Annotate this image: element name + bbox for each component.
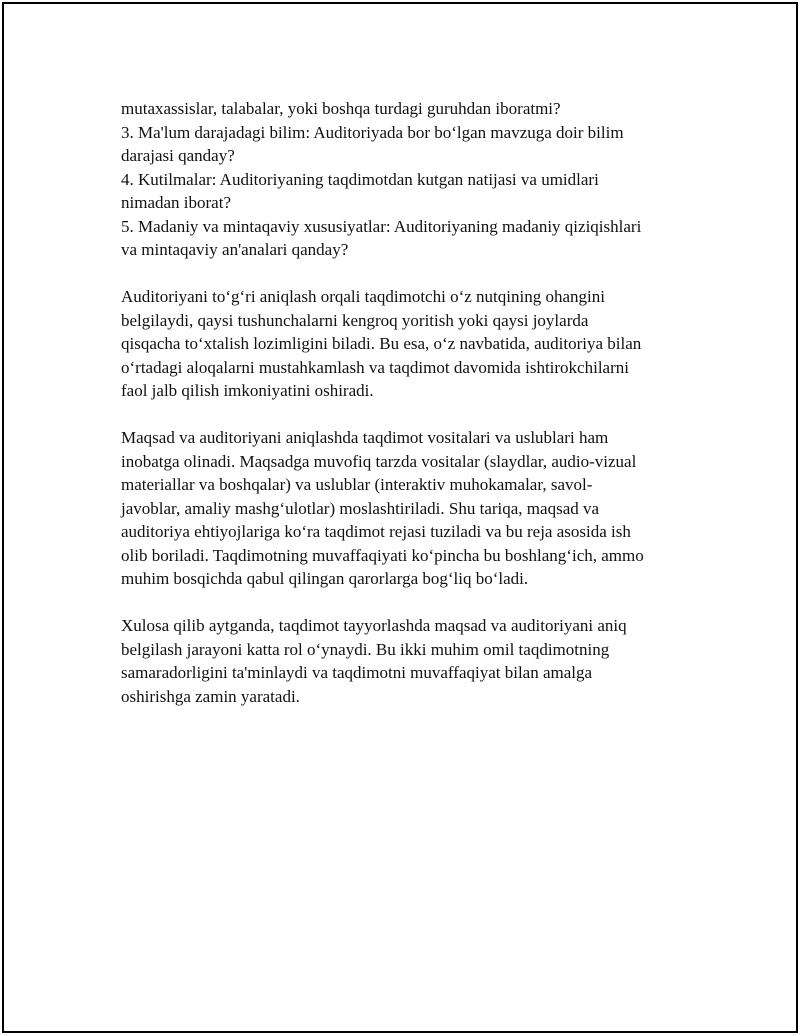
document-body	[121, 97, 701, 708]
text-line: belgilash jarayoni katta rol o‘ynaydi. Bu ikki muhim omil taqdimotning	[121, 639, 610, 659]
text-line: Maqsad va auditoriyani aniqlashda taqdimot vositalari va uslublari ham	[121, 428, 609, 447]
list-continuation	[121, 97, 701, 262]
text-line: oshirishga zamin yaratadi.	[121, 686, 300, 706]
text-line: materiallar va boshqalar) va uslublar (interaktiv muhokamalar, savol-	[121, 475, 593, 494]
page-frame	[2, 2, 798, 1033]
text-line: va mintaqaviy an'analari qanday?	[121, 240, 349, 259]
text-line: javoblar, amaliy mashg‘ulotlar) moslashtiriladi. Shu tariqa, maqsad va	[121, 498, 600, 518]
paragraph-3	[121, 426, 701, 591]
text-line: darajasi qanday?	[121, 146, 235, 165]
text-line: Xulosa qilib aytganda, taqdimot tayyorlashda maqsad va auditoriyani aniq	[121, 616, 627, 635]
paragraph-gap	[121, 591, 701, 615]
text-line: samaradorligini ta'minlaydi va taqdimotni muvaffaqiyat bilan amalga	[121, 663, 593, 682]
paragraph-gap	[121, 403, 701, 427]
paragraph-gap	[121, 262, 701, 286]
text-line: belgilaydi, qaysi tushunchalarni kengroq yoritish yoki qaysi joylarda	[121, 310, 589, 330]
text-line: o‘rtadagi aloqalarni mustahkamlash va taqdimot davomida ishtirokchilarni	[121, 357, 629, 377]
text-line: muhim bosqichda qabul qilingan qarorlarga bog‘liq bo‘ladi.	[121, 569, 529, 588]
text-line: auditoriya ehtiyojlariga ko‘ra taqdimot rejasi tuziladi va bu reja asosida ish	[121, 522, 631, 541]
text-line: mutaxassislar, talabalar, yoki boshqa turdagi guruhdan iboratmi?	[121, 99, 561, 118]
paragraph-4	[121, 614, 701, 708]
list-item-3: 3. Ma'lum darajadagi bilim: Auditoriyada bor bo‘lgan mavzuga doir bilim	[121, 122, 624, 142]
list-item-5: 5. Madaniy va mintaqaviy xususiyatlar: Auditoriyaning madaniy qiziqishlari	[121, 216, 642, 236]
text-line: qisqacha to‘xtalish lozimligini biladi. Bu esa, o‘z navbatida, auditoriya bilan	[121, 334, 642, 353]
text-line: nimadan iborat?	[121, 193, 231, 212]
text-line: inobatga olinadi. Maqsadga muvofiq tarzda vositalar (slaydlar, audio-vizual	[121, 451, 637, 471]
paragraph-2	[121, 285, 701, 403]
text-line: faol jalb qilish imkoniyatini oshiradi.	[121, 381, 374, 400]
list-item-4: 4. Kutilmalar: Auditoriyaning taqdimotdan kutgan natijasi va umidlari	[121, 169, 599, 189]
text-line: olib boriladi. Taqdimotning muvaffaqiyati ko‘pincha bu boshlang‘ich, ammo	[121, 545, 644, 565]
text-line: Auditoriyani to‘g‘ri aniqlash orqali taqdimotchi o‘z nutqining ohangini	[121, 287, 605, 306]
